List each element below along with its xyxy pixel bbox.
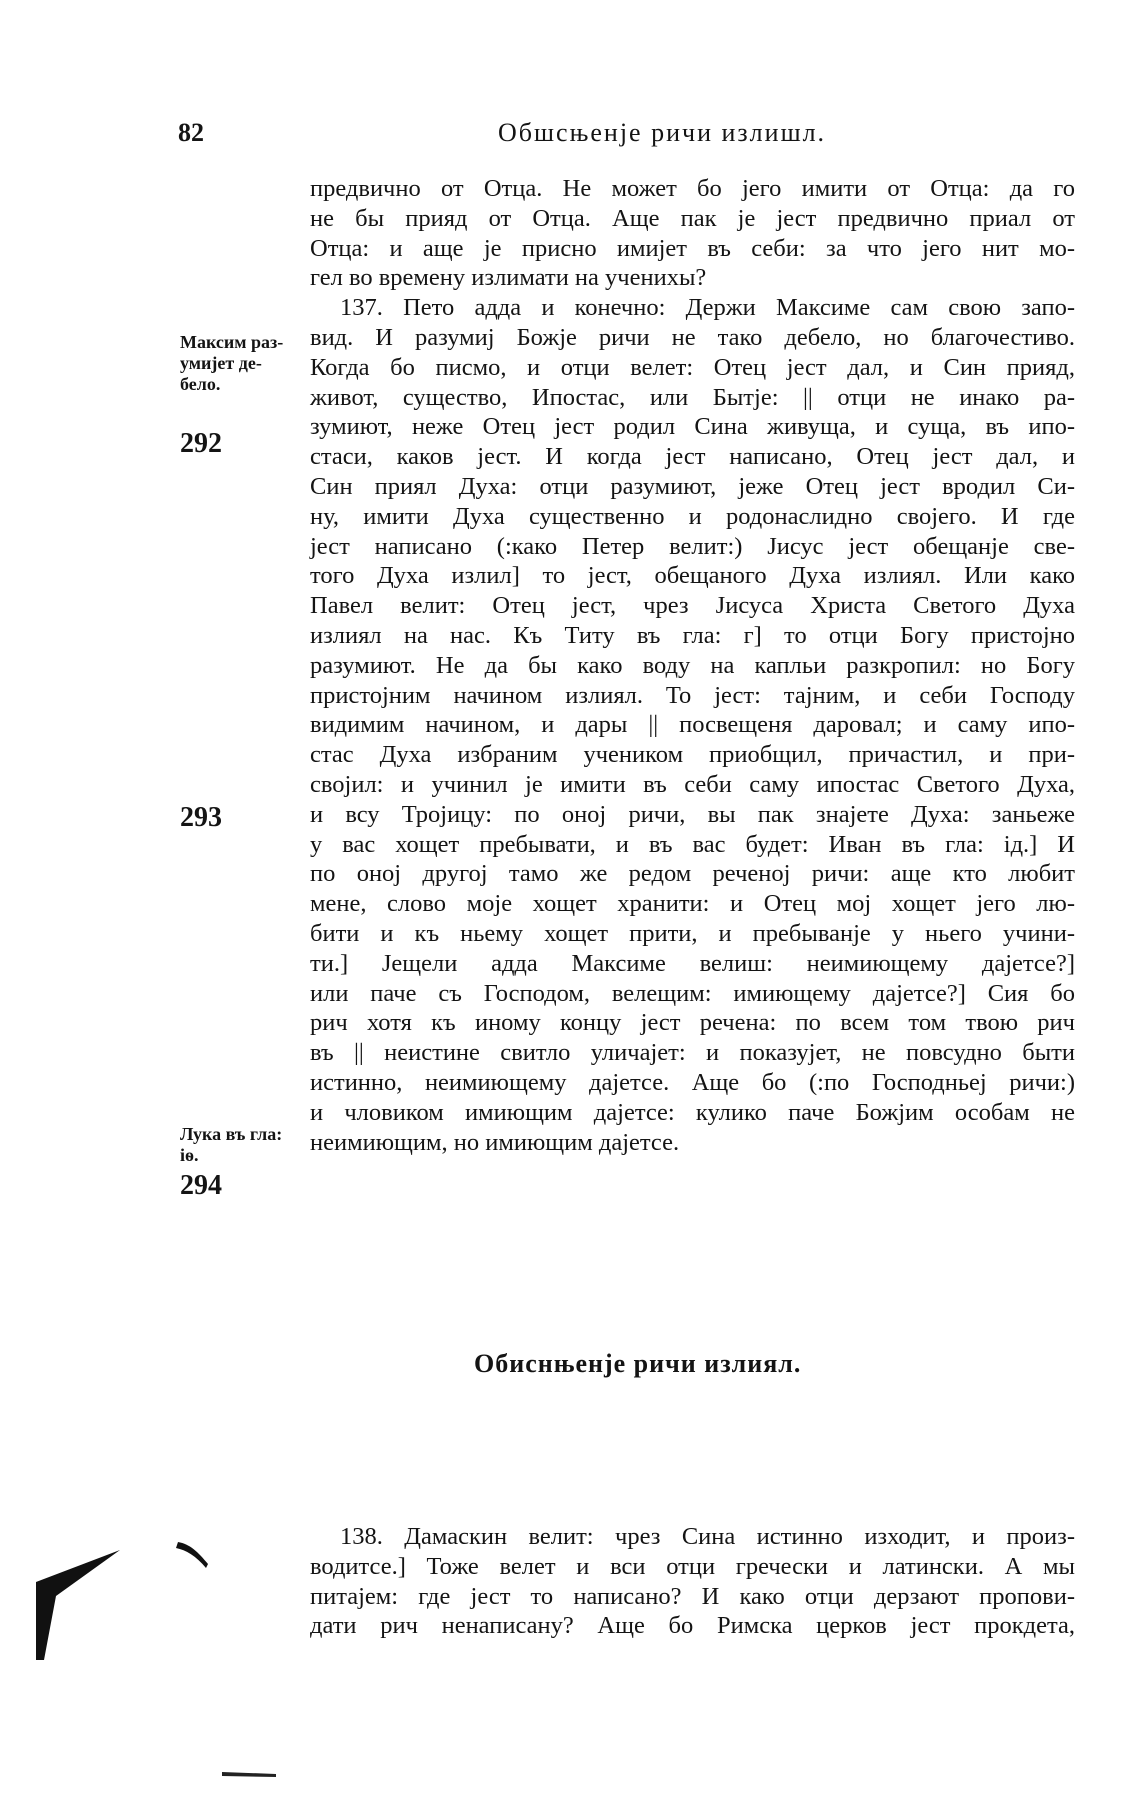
running-title: Обшсњенје ричи излишл. [498,118,827,147]
text-line: не бы прияд от Отца. Аще пак је јест предвично приал от [310,204,1075,232]
leaf-number-292: 292 [180,428,222,459]
margin-note-line: іѳ. [180,1145,199,1165]
text-line: того Духа излил] то јест, обещаного Духа излиял. Или како [310,562,1075,590]
scan-shadow-mark [30,1530,230,1660]
text-line: својил: и учинил је имити въ себи саму ипостас Светого Духа, [310,770,1075,798]
scan-edge-mark [220,1768,280,1780]
text-line: гел во времену излимати на учениxы? [310,264,707,292]
text-line: предвично от Отца. Не может бо јего имити от Отца: да го [310,175,1075,202]
text-line: рич хотя къ иному концу јест речена: по всем том твою рич [310,1009,1075,1037]
text-line: Отца: и аще је присно имијет въ себи: за что јего нит мо- [310,234,1075,262]
leaf-number-293: 293 [180,802,222,833]
text-line: 138. Дамаскин велит: чрез Сина истинно изходит, и произ- [340,1523,1075,1550]
text-line: ти.] Јещели адда Максиме велиш: неимиющему дајетсе?] [310,949,1075,977]
text-line: дати рич ненаписану? Аще бо Римска церков јест прокдета, [310,1612,1075,1640]
text-line: въ || неистине свитло уличајет: и показујет, не повсудно быти [310,1039,1075,1067]
text-line: питајем: где јест то написано? И како отци дерзают пропови- [310,1582,1075,1610]
text-line: 137. Пето адда и конечно: Держи Максиме сам свою запо- [340,294,1075,322]
text-line: бити и къ ньему хощет прити, и пребыванје у ньего учини- [310,919,1075,947]
margin-note-line: умијет де- [180,353,262,373]
text-line: стас Духа избраним учеником приобщил, причастил, и при- [310,741,1075,769]
text-line: живот, существо, Ипостас, или Бытје: || отци не инако ра- [310,383,1075,411]
text-line: и всу Тројицу: по оној ричи, вы пак знајете Духа: заньеже [310,800,1075,828]
text-line: стаси, каков јест. И когда јест написано, Отец јест дал, и [310,443,1075,471]
text-line: или паче съ Господом, велещим: имиющему дајетсе?] Сия бо [310,979,1075,1007]
text-line: вид. И разумиј Божје ричи не тако дебело, но благочестиво. [310,323,1075,351]
text-line: Син приял Духа: отци разумиют, јеже Отец јест вродил Си- [310,472,1075,500]
margin-note-line: бело. [180,374,221,394]
leaf-number-294: 294 [180,1170,222,1201]
paragraph-137 [310,174,1075,1157]
text-line: видимим начином, и дары || посвещеня даровал; и саму ипо- [310,711,1075,739]
text-line: у вас хощет пребывати, и въ вас будет: Иван въ гла: ід.] И [310,830,1075,858]
margin-note-line: Лука въ гла: [180,1124,283,1144]
paragraph-138 [310,1522,1075,1641]
section-heading: Обиснњенје ричи излиял. [474,1349,802,1378]
text-line: и чловиком имиющим дајетсе: кулико паче Божјим особам не [310,1098,1075,1126]
text-line: водитсе.] Тоже велет и вси отци гречески и латински. А мы [310,1552,1075,1580]
margin-note-luke [180,1124,282,1166]
page-number: 82 [178,118,204,147]
text-line: мене, слово моје хощет хранити: и Отец мој хощет јего лю- [310,890,1075,918]
text-line: истинно, неимиющему дајетсе. Аще бо (:по Господньеј ричи:) [310,1068,1075,1096]
margin-note-maxim [180,332,283,395]
margin-note-line: Максим раз- [180,332,284,352]
text-line: Павел велит: Отец јест, чрез Јисуса Христа Светого Духа [310,592,1075,620]
text-line: излиял на нас. Къ Титу въ гла: г] то отци Богу пристојно [310,621,1075,649]
text-line: пристојним начином излиял. То јест: тајним, и себи Господу [310,681,1075,709]
text-line: Когда бо писмо, и отци велет: Отец јест дал, и Син прияд, [310,353,1075,381]
text-line: ну, имити Духа существенно и родонаслидно својего. И где [310,502,1075,530]
text-line: зумиют, неже Отец јест родил Сина живуща, и суща, въ ипо- [310,413,1075,441]
text-line: неимиющим, но имиющим дајетсе. [310,1128,680,1156]
text-line: разумиют. Не да бы како воду на капльи разкропил: но Богу [310,651,1075,679]
text-line: по оној другој тамо же редом реченој ричи: аще кто любит [310,860,1075,888]
text-line: јест написано (:како Петер велит:) Јисус јест обещанје све- [310,532,1075,560]
